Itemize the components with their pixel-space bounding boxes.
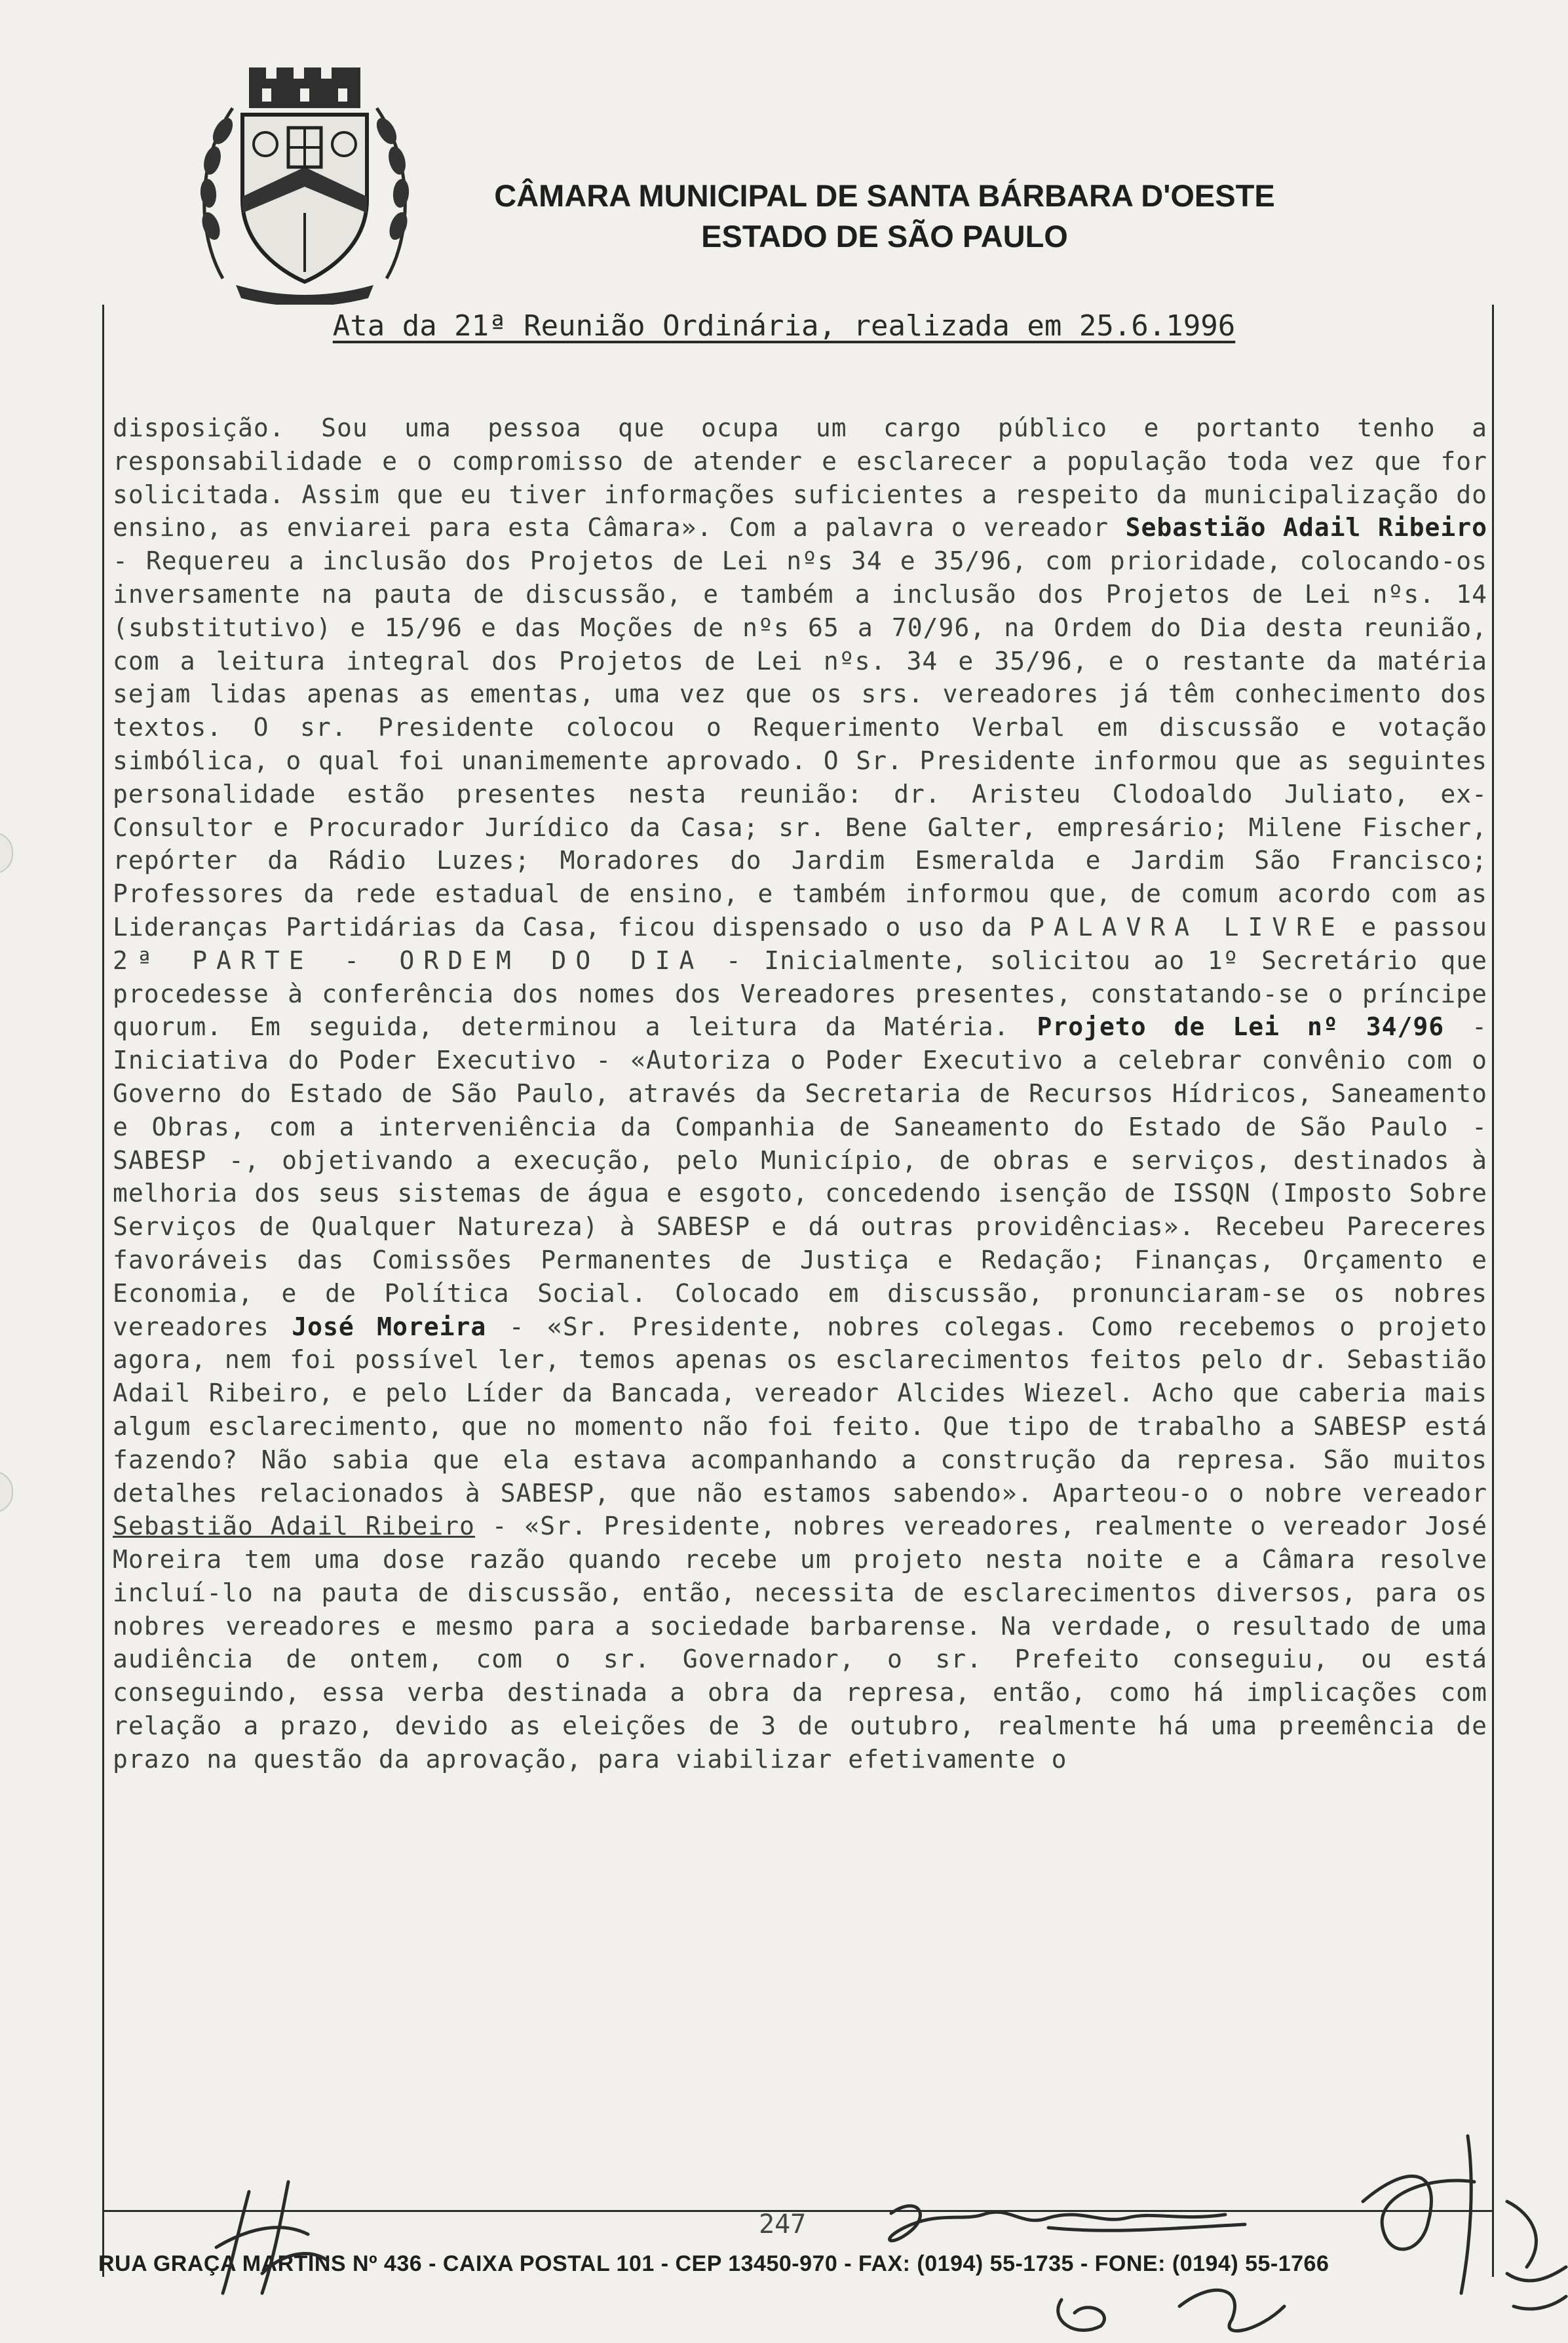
footer-address: RUA GRAÇA MARTINS Nº 436 - CAIXA POSTAL 101 - CEP 13450-970 - FAX: (0194) 55-1735 - FONE: (0194) 55-1766	[98, 2251, 1329, 2276]
punch-hole	[0, 1471, 13, 1513]
municipal-coat-of-arms-icon	[197, 62, 413, 305]
text-run: e passou	[1344, 912, 1487, 942]
right-border-rule	[1492, 305, 1494, 2277]
punch-hole	[0, 832, 13, 874]
page-number: 247	[759, 2209, 807, 2239]
text-run: Sebastião Adail Ribeiro	[113, 1512, 475, 1541]
minutes-heading: Ata da 21ª Reunião Ordinária, realizada em 25.6.1996	[332, 309, 1236, 343]
text-run: 2ª PARTE - ORDEM DO DIA	[113, 945, 704, 975]
state-name: ESTADO DE SÃO PAULO	[701, 219, 1068, 254]
text-run: Sebastião Adail Ribeiro	[1125, 513, 1488, 543]
institution-name: CÂMARA MUNICIPAL DE SANTA BÁRBARA D'OESTE	[494, 178, 1275, 213]
minutes-body-text	[113, 411, 1487, 1776]
text-run: - «Sr. Presidente, nobres colegas. Como recebemos o projeto agora, nem foi possível ler, temos apenas os esclarecimentos feitos pelo dr. Sebastião Adail Ribeiro, e pelo Líder da Bancada, vereador Alcides Wiezel. Acho que caberia mais algum esclarecimento, que no momento não foi feito. Que tipo de trabalho a SABESP está fazendo? Não sabia que ela estava acompanhando a construção da represa. São muitos detalhes relacionados à SABESP, que não estamos sabendo». Aparteou-o o nobre vereador	[113, 1312, 1487, 1508]
left-border-rule	[102, 305, 104, 2277]
text-run: - «Sr. Presidente, nobres vereadores, realmente o vereador José Moreira tem uma dose razão quando recebe um projeto nesta noite e a Câmara resolve incluí-lo na pauta de discussão, então, necessita de esclarecimentos diversos, para os nobres vereadores e mesmo para a sociedade barbarense. Na verdade, o resultado de uma audiência de ontem, com o sr. Governador, o sr. Prefeito conseguiu, ou está conseguindo, essa verba destinada a obra da represa, então, como há implicações com relação a prazo, devido as eleições de 3 de outubro, realmente há uma preemência de prazo na questão da aprovação, para viabilizar efetivamente o	[113, 1512, 1488, 1774]
text-run: - Inicialmente, solicitou ao 1º Secretário que procedesse à conferência dos nomes dos Vereadores presentes, constatando-se o príncipe quorum. Em seguida, determinou a leitura da Matéria.	[113, 945, 1487, 1042]
text-run: José Moreira	[292, 1312, 487, 1341]
text-run: disposição. Sou uma pessoa que ocupa um cargo público e portanto tenho a responsabilidade e o compromisso de atender e esclarecer a população toda vez que for solicitada. Assim que eu tiver informações suficientes a respeito da municipalização do ensino, as enviarei para esta Câmara». Com a palavra o vereador	[113, 413, 1487, 543]
text-run: - Requereu a inclusão dos Projetos de Lei nºs 34 e 35/96, com prioridade, colocando-os inversamente na pauta de discussão, e também a inclusão dos Projetos de Lei nºs. 14 (substitutivo) e 15/96 e das Moções de nºs 65 a 70/96, na Ordem do Dia desta reunião, com a leitura integral dos Projetos de Lei nºs. 34 e 35/96, e o restante da matéria sejam lidas apenas as ementas, uma vez que os srs. vereadores já têm conhecimento dos textos. O sr. Presidente colocou o Requerimento Verbal em discussão e votação simbólica, o qual foi unanimemente aprovado. O Sr. Presidente informou que as seguintes personalidade estão presentes nesta reunião: dr. Aristeu Clodoaldo Juliato, ex-Consultor e Procurador Jurídico da Casa; sr. Bene Galter, empresário; Milene Fischer, repórter da Rádio Luzes; Moradores do Jardim Esmeralda e Jardim São Francisco; Professores da rede estadual de ensino, e também informou que, de comum acordo com as Lideranças Partidárias da Casa, ficou dispensado o uso da	[113, 546, 1487, 942]
text-run: Projeto de Lei nº 34/96	[1037, 1012, 1445, 1042]
text-run: - Iniciativa do Poder Executivo - «Autoriza o Poder Executivo a celebrar convênio com o Governo do Estado de São Paulo, através da Secretaria de Recursos Hídricos, Saneamento e Obras, com a interveniência da Companhia de Saneamento do Estado de São Paulo - SABESP -, objetivando a execução, pelo Município, de obras e serviços, destinados à melhoria dos seus sistemas de água e esgoto, concedendo isenção de ISSQN (Imposto Sobre Serviços de Qualquer Natureza) à SABESP e dá outras providências». Recebeu Pareceres favoráveis das Comissões Permanentes de Justiça e Redação; Finanças, Orçamento e Economia, e de Política Social. Colocado em discussão, pronunciaram-se os nobres vereadores	[113, 1012, 1487, 1341]
text-run: PALAVRA LIVRE	[1029, 912, 1345, 942]
